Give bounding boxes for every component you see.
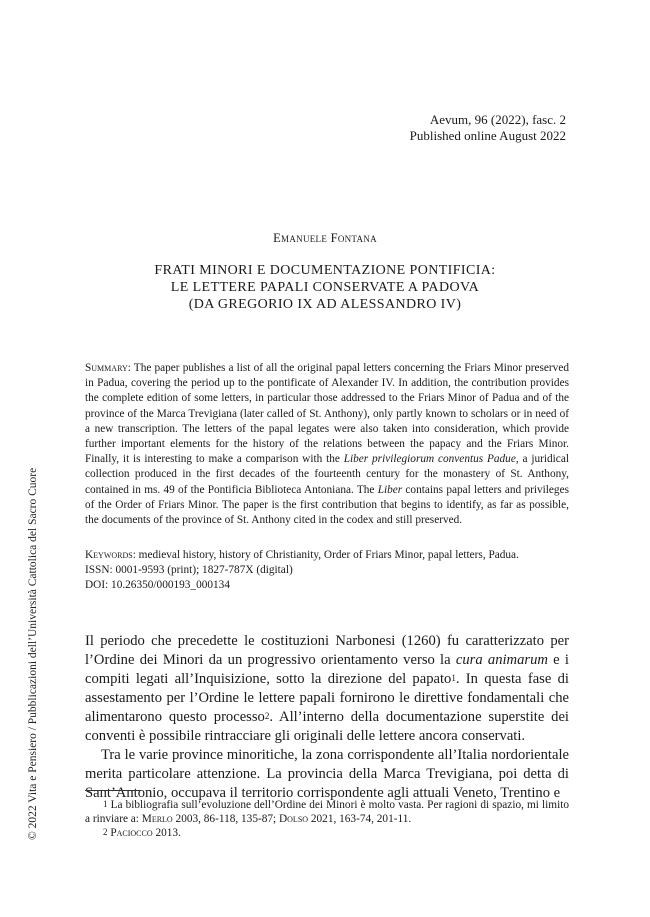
footnote-2-text: 2013. — [152, 827, 181, 839]
article-metadata — [85, 548, 569, 594]
footnote-1-text-c: 2021, 163-74, 201-11. — [308, 813, 412, 825]
footnote-ref-1[interactable]: 1 — [451, 673, 456, 683]
p1-text-b: e i compiti legati all’Inquisizione, sotto la direzione del papato — [85, 652, 569, 687]
keywords-line — [85, 548, 569, 563]
summary-text-2: , a juridical collection produced in the first decades of the fourteenth century for the monastery of St. Anthony, contained in ms. 49 of the Pontificia Biblioteca Antoniana. The — [85, 453, 569, 496]
p1-italic: cura animarum — [455, 652, 548, 668]
footnote-1-mark: 1 — [103, 799, 108, 809]
keywords-label: Keywords: — [85, 549, 136, 561]
title-line-1: FRATI MINORI E DOCUMENTAZIONE PONTIFICIA: — [154, 263, 496, 278]
footnote-2-author: Paciocco — [110, 827, 153, 839]
issn-line: ISSN: 0001-9593 (print); 1827-787X (digital) — [85, 564, 293, 577]
keywords-text: medieval history, history of Christianity, Order of Friars Minor, papal letters, Padua. — [135, 549, 519, 561]
footnote-1-author-2: Dolso — [279, 813, 309, 825]
body-text — [85, 632, 569, 803]
paragraph-1 — [85, 632, 569, 746]
summary-text-1: The paper publishes a list of all the original papal letters concerning the Friars Minor preserved in Padua, covering the period up to the pontificate of Alexander IV. In addition, the contribution provides the complete edition of some letters, in particular those addressed to the Friars Minor of Padua and of the province of the Marca Trevigiana (later called of St. Anthony), only partly known to scholars or in need of a new transcription. The letters of the papal legates were also taken into consideration, which provide further important elements for the history of the relations between the papacy and the Friars Minor. Finally, it is interesting to make a comparison with the — [85, 362, 569, 466]
summary-italic-1: Liber privilegiorum conventus Padue — [343, 453, 516, 466]
footnote-1 — [85, 798, 569, 826]
footnote-1-author-1: Merlo — [141, 813, 173, 825]
footnote-ref-2[interactable]: 2 — [264, 711, 270, 721]
summary-text-3: contains papal letters and privileges of the Order of Friars Minor. The paper is the first contribution that begins to identify, as far as possible, the documents of the province of St. Anthony cited in the codex and still preserved. — [85, 483, 569, 527]
paragraph-2: Tra le varie province minoritiche, la zona corrispondente all’Italia nordorientale merita particolare attenzione. La provincia della Marca Trevigiana, poi detta di Sant’Antonio, occupava il territorio corrispondente agli attuali Veneto, Trentino e — [85, 747, 569, 801]
abstract — [85, 361, 569, 528]
summary-italic-2: Liber — [377, 483, 403, 496]
title-line-3: (DA GREGORIO IX AD ALESSANDRO IV) — [188, 297, 462, 312]
p1-text-c: . In questa fase di assestamento per l’Ordine le lettere papali fornirono le direttive fondamentali che alimentarono questo processo — [85, 671, 569, 725]
p1-text-a: Il periodo che precedette le costituzioni Narbonesi (1260) fu caratterizzato per l’Ordine dei Minori da un progressivo orientamento verso la — [85, 633, 569, 668]
footnote-2-mark: 2 — [103, 827, 108, 837]
author-name: Emanuele Fontana — [273, 231, 377, 245]
p1-text-d: . All’interno della documentazione superstite dei conventi è possibile rintracciare gli originali delle lettere ancora conservati. — [85, 709, 569, 744]
publication-date: Published online August 2022 — [409, 128, 566, 143]
article-title — [0, 262, 650, 313]
summary-label: Summary: — [85, 362, 131, 374]
footnote-1-text-a: La bibliografia sull’evoluzione dell’Ordine dei Minori è molto vasta. Per ragioni di spazio, mi limito a rinviare a: — [85, 799, 569, 825]
footnote-rule — [85, 790, 141, 791]
doi-line: DOI: 10.26350/000193_000134 — [85, 579, 230, 592]
title-line-2: LE LETTERE PAPALI CONSERVATE A PADOVA — [170, 280, 480, 295]
footnote-1-text-b: 2003, 86-118, 135-87; — [172, 813, 279, 825]
footnote-2 — [85, 826, 569, 840]
copyright-text: © 2022 Vita e Pensiero / Pubblicazioni dell’Università Cattolica del Sacro Cuore — [27, 467, 39, 840]
journal-citation: Aevum, 96 (2022), fasc. 2 — [429, 112, 566, 127]
footnotes — [85, 798, 569, 840]
